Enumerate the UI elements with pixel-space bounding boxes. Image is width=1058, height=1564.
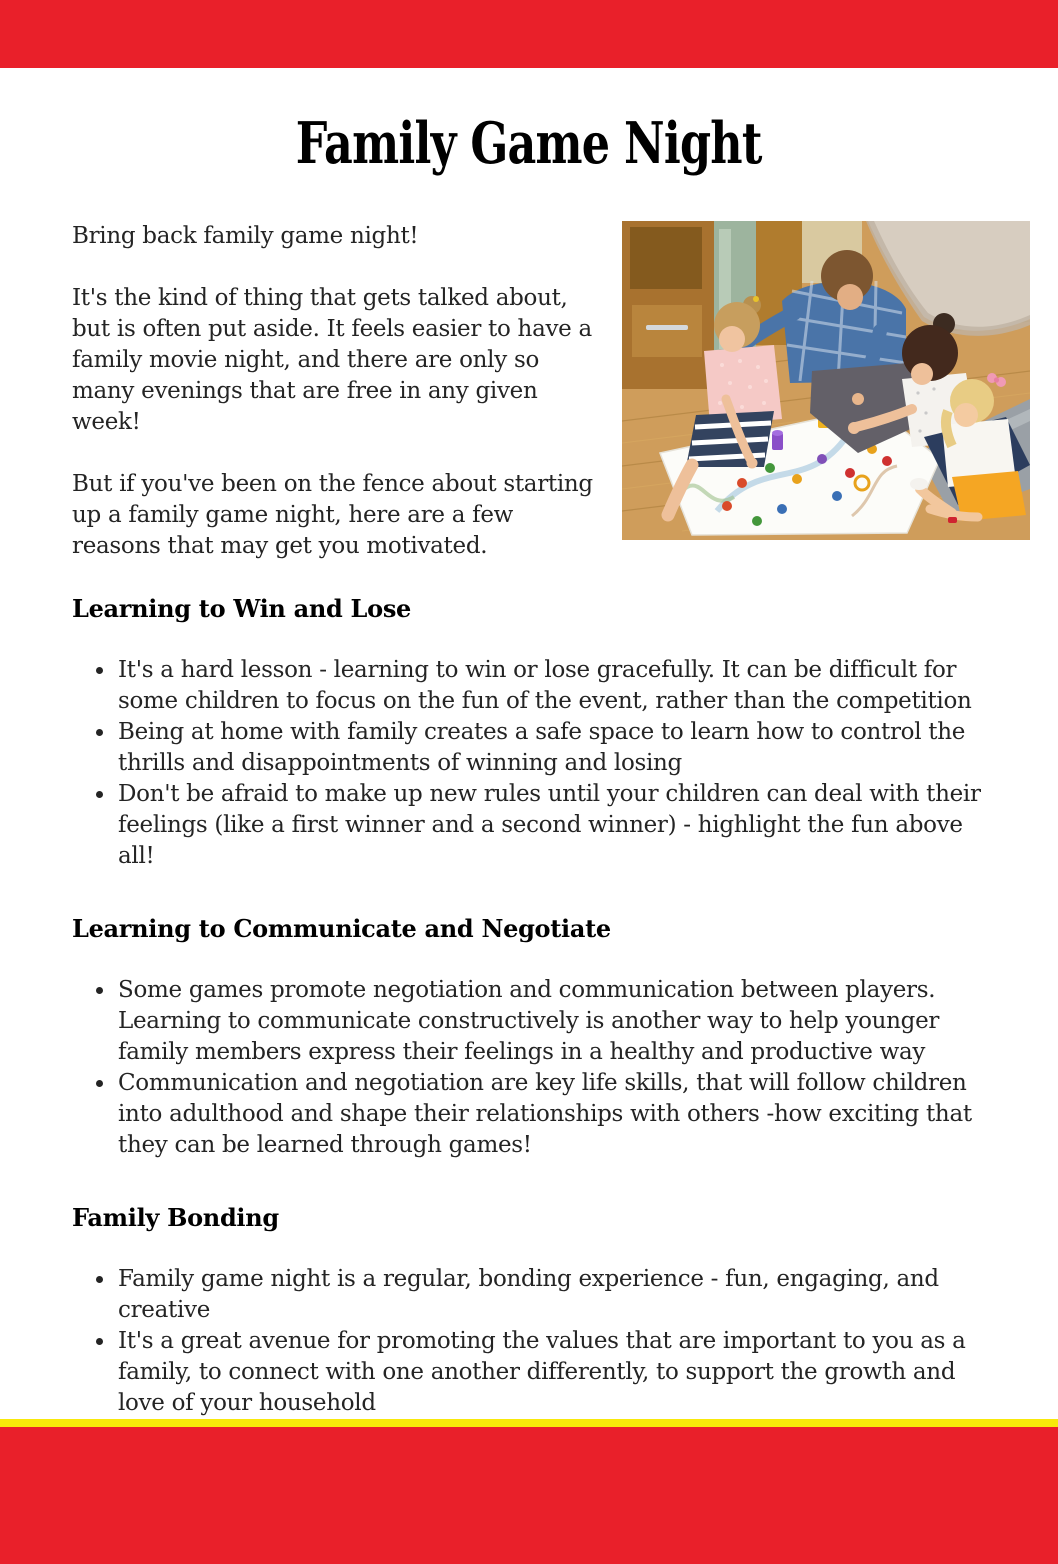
document-body xyxy=(0,177,1058,1419)
bullet-item: • Some games promote negotiation and communication between players. Learning to communicate constructively is another way to help younger family members express their feelings in a healthy and productive way xyxy=(116,975,990,1068)
section-communicate-negotiate xyxy=(72,912,1030,1161)
intro-paragraph-1: Bring back family game night! xyxy=(72,223,419,250)
intro-paragraph-3: But if you've been on the fence about starting up a family game night, here are a few reasons that may get you motivated. xyxy=(72,471,593,560)
footer-band-red xyxy=(0,1427,1058,1564)
bullet-item: • It's a hard lesson - learning to win or lose gracefully. It can be difficult for some children to focus on the fun of the event, rather than the competition xyxy=(116,655,990,717)
section-heading-communicate-negotiate: Learning to Communicate and Negotiate xyxy=(72,914,611,944)
bullet-item: • Family game night is a regular, bonding experience - fun, engaging, and creative xyxy=(116,1264,990,1326)
section-family-bonding xyxy=(72,1201,1030,1419)
intro-paragraph-2: It's the kind of thing that gets talked about, but is often put aside. It feels easier to have a family movie night, and there are only so many evenings that are free in any given week! xyxy=(72,285,592,436)
page-footer xyxy=(0,1419,1058,1564)
family-photo xyxy=(622,221,1030,540)
bullet-list-win-and-lose xyxy=(72,655,990,872)
bullet-list-family-bonding xyxy=(72,1264,990,1419)
bullet-item: • Don't be afraid to make up new rules until your children can deal with their feelings (like a first winner and a second winner) - highlight the fun above all! xyxy=(116,779,990,872)
page-title xyxy=(0,110,1058,177)
bullet-item: • Being at home with family creates a safe space to learn how to control the thrills and disappointments of winning and losing xyxy=(116,717,990,779)
bullet-item: • Communication and negotiation are key life skills, that will follow children into adulthood and shape their relationships with others -how exciting that they can be learned through games! xyxy=(116,1068,990,1161)
header-band-red xyxy=(0,0,1058,68)
bullet-list-communicate-negotiate xyxy=(72,975,990,1161)
intro-text-column xyxy=(72,221,600,562)
section-win-and-lose xyxy=(72,592,1030,872)
footer-stripe-yellow xyxy=(0,1419,1058,1427)
family-photo-illustration xyxy=(622,221,1030,540)
section-heading-win-and-lose: Learning to Win and Lose xyxy=(72,594,411,624)
page-title-text: Family Game Night xyxy=(296,110,762,177)
intro-row xyxy=(72,221,1030,562)
bullet-item: • It's a great avenue for promoting the values that are important to you as a family, to connect with one another differently, to support the growth and love of your household xyxy=(116,1326,990,1419)
section-heading-family-bonding: Family Bonding xyxy=(72,1203,279,1233)
